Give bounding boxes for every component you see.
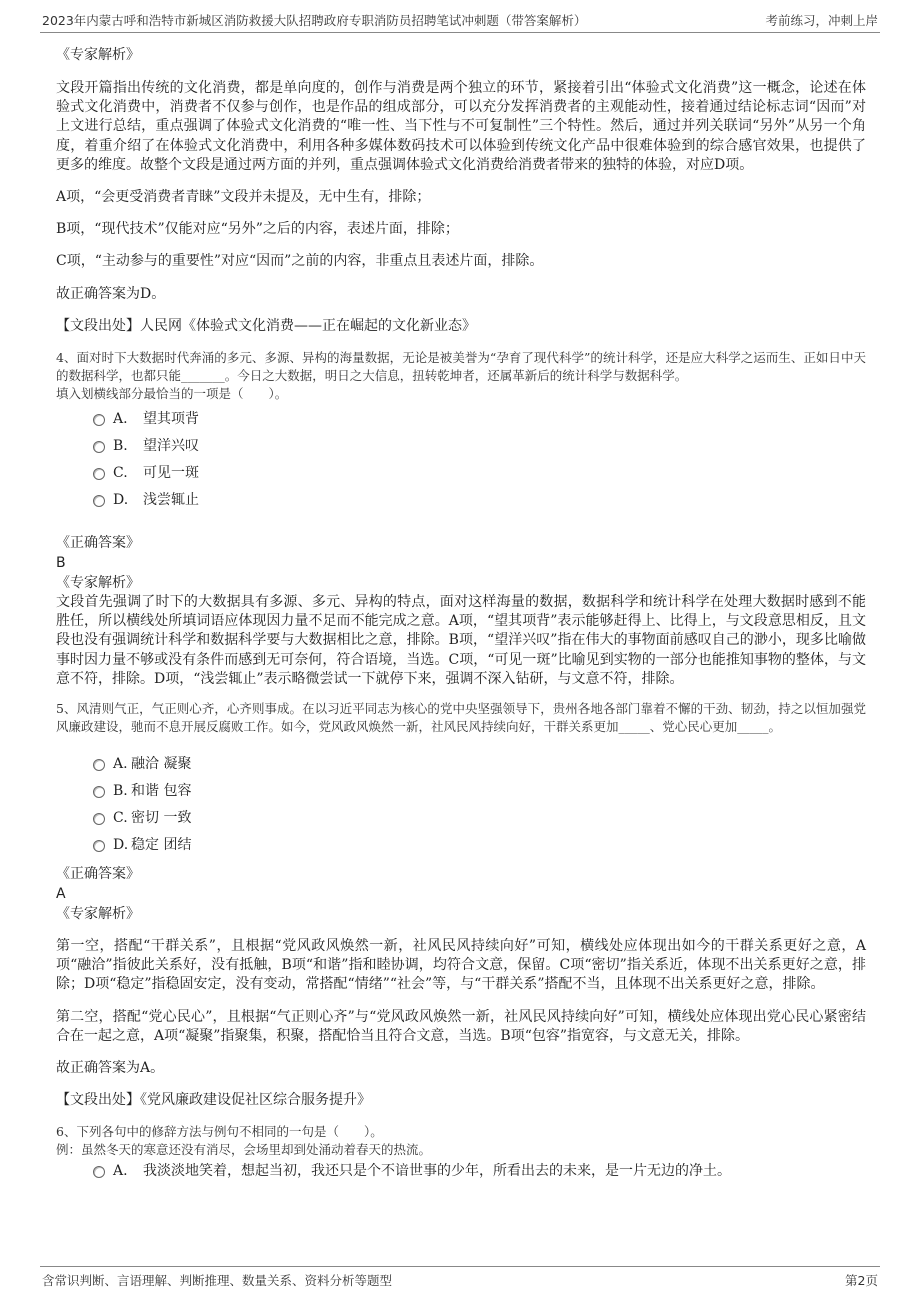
header-title: 2023年内蒙古呼和浩特市新城区消防救援大队招聘政府专职消防员招聘笔试冲刺题（带答案解析） <box>42 13 587 28</box>
q5-answer-label: 《正确答案》 <box>56 866 140 883</box>
page-header <box>0 0 920 34</box>
q5-conclusion: 故正确答案为A。 <box>56 1060 165 1077</box>
footer-description: 含常识判断、言语理解、判断推理、数量关系、资料分析等题型 <box>42 1273 393 1288</box>
q3-option-a-analysis: A项，“会更受消费者青睐”文段并未提及，无中生有，排除； <box>56 189 431 206</box>
q4-answer: B <box>56 555 66 572</box>
radio-button-icon[interactable] <box>93 495 105 507</box>
q4-option-c[interactable]: C. 可见一斑 <box>93 463 866 490</box>
q5-option-a[interactable]: A. 融洽 凝聚 <box>93 754 866 781</box>
q3-option-b-analysis: B项，“现代技术”仅能对应“另外”之后的内容，表述片面，排除； <box>56 221 459 238</box>
radio-button-icon[interactable] <box>93 813 105 825</box>
radio-button-icon[interactable] <box>93 1166 105 1178</box>
q6-stem: 6、下列各句中的修辞方法与例句不相同的一句是（ ）。 <box>56 1124 383 1140</box>
radio-button-icon[interactable] <box>93 840 105 852</box>
q5-analysis-label: 《专家解析》 <box>56 906 140 923</box>
q4-analysis: 文段首先强调了时下的大数据具有多源、多元、异构的特点，面对这样海量的数据，数据科学和统计科学在处理大数据时感到不能胜任，所以横线处所填词语应体现因力量不足而不能完成之意。A项，“望其项背”表示能够赶得上、比得上，与文段意思相反，且文段也没有强调统计科学和数据科学要与大数据相比之意，排除。B项，“望洋兴叹”指在伟大的事物面前感叹自己的渺小，现多比喻做事时因力量不够或没有条件而感到无可奈何，符合语境，当选。C项，“可见一斑”比喻见到实物的一部分也能推知事物的整体，与文意不符，排除。D项，“浅尝辄止”表示略微尝试一下就停下来，强调不深入钻研，与文意不符，排除。 <box>56 594 866 687</box>
q4-prompt: 填入划横线部分最恰当的一项是（ ）。 <box>56 386 288 402</box>
page-number: 第2页 <box>845 1273 878 1288</box>
q4-analysis-label: 《专家解析》 <box>56 575 140 592</box>
page-content <box>56 40 866 1188</box>
q5-option-d[interactable]: D. 稳定 团结 <box>93 835 866 862</box>
radio-button-icon[interactable] <box>93 441 105 453</box>
q5-options <box>56 754 866 862</box>
radio-button-icon[interactable] <box>93 414 105 426</box>
q3-option-c-analysis: C项，“主动参与的重要性”对应“因而”之前的内容，非重点且表述片面，排除。 <box>56 253 544 270</box>
q4-option-d[interactable]: D. 浅尝辄止 <box>93 490 866 517</box>
q4-option-a[interactable]: A. 望其项背 <box>93 409 866 436</box>
q4-answer-label: 《正确答案》 <box>56 535 140 552</box>
header-divider <box>40 32 880 33</box>
q5-answer: A <box>56 886 66 903</box>
q5-option-b[interactable]: B. 和谐 包容 <box>93 781 866 808</box>
q3-conclusion: 故正确答案为D。 <box>56 285 166 302</box>
q6-options <box>56 1161 866 1188</box>
q3-analysis: 文段开篇指出传统的文化消费，都是单向度的，创作与消费是两个独立的环节，紧接着引出“体验式文化消费”这一概念，论述在体验式文化消费中，消费者不仅参与创作，也是作品的组成部分，可以充分发挥消费者的主观能动性，接着通过结论标志词“因而”对上文进行总结，重点强调了体验式文化消费的“唯一性、当下性与不可复制性”三个特性。然后，通过并列关联词“另外”从另一个角度，着重介绍了在体验式文化消费中，利用各种多媒体数码技术可以体验到传统文化产品中很难体验到的综合感官效果，也提供了更多的维度。故整个文段是通过两方面的并列，重点强调体验式文化消费给消费者带来的独特的体验，对应D项。 <box>56 80 866 173</box>
radio-button-icon[interactable] <box>93 786 105 798</box>
q4-stem: 4、面对时下大数据时代奔涌的多元、多源、异构的海量数据，无论是被美誉为“孕育了现代科学”的统计科学，还是应大科学之运而生、正如日中天的数据科学，也都只能_______。今日之大数据，明日之大信息，扭转乾坤者，还属革新后的统计科学与数据科学。 <box>56 350 866 384</box>
q5-analysis-2: 第二空，搭配“党心民心”，且根据“气正则心齐”与“党风政风焕然一新，社风民风持续向好”可知，横线处应体现出党心民心紧密结合在一起之意，A项“凝聚”指聚集，积聚，搭配恰当且符合文意，当选。B项“包容”指宽容，与文意无关，排除。 <box>56 1008 866 1044</box>
q5-analysis-1: 第一空，搭配“干群关系”，且根据“党风政风焕然一新，社风民风持续向好”可知，横线处应体现出如今的干群关系更好之意，A项“融洽”指彼此关系好，没有抵触，B项“和谐”指和睦协调，均符合文意，保留。C项“密切”指关系近，体现不出关系更好之意，排除；D项“稳定”指稳固安定，没有变动，常搭配“情绪”“社会”等，与“干群关系”搭配不当，且体现不出关系更好之意，排除。 <box>56 938 866 993</box>
q5-source: 【文段出处】《党风廉政建设促社区综合服务提升》 <box>56 1092 371 1109</box>
q6-example: 例：虽然冬天的寒意还没有消尽，会场里却到处涌动着春天的热流。 <box>56 1142 432 1158</box>
q3-analysis-label: 《专家解析》 <box>56 47 140 63</box>
q4-option-b[interactable]: B. 望洋兴叹 <box>93 436 866 463</box>
header-slogan: 考前练习，冲刺上岸 <box>765 13 878 28</box>
footer-divider <box>40 1266 880 1267</box>
q3-source: 【文段出处】人民网《体验式文化消费——正在崛起的文化新业态》 <box>56 317 476 334</box>
q6-option-a[interactable]: A. 我淡淡地笑着，想起当初，我还只是个不谙世事的少年，所看出去的未来，是一片无边的净土。 <box>93 1161 866 1188</box>
radio-button-icon[interactable] <box>93 468 105 480</box>
q5-option-c[interactable]: C. 密切 一致 <box>93 808 866 835</box>
q5-stem: 5、风清则气正，气正则心齐，心齐则事成。在以习近平同志为核心的党中央坚强领导下，贵州各地各部门靠着不懈的干劲、韧劲，持之以恒加强党风廉政建设，驰而不息开展反腐败工作。如今，党风政风焕然一新，社风民风持续向好，干群关系更加_____、党心民心更加_____。 <box>56 701 866 735</box>
radio-button-icon[interactable] <box>93 759 105 771</box>
q4-options <box>56 409 866 517</box>
